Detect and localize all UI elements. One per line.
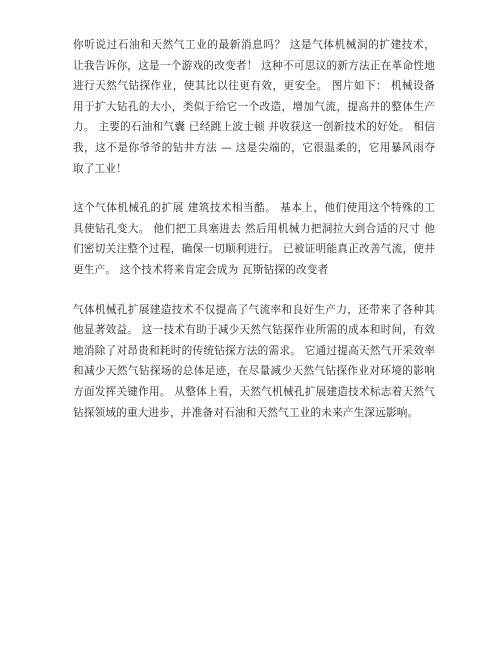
paragraph-2: 这个气体机械孔的扩展 建筑技术相当酷。 基本上，他们使用这个特殊的工具使钻孔变大。 他们把工具塞进去 然后用机械力把洞拉大到合适的尺寸 他们密切关注整个过程，确保一切顺利进行。 已被证明能真正改善气流，使井更生产。 这个技术将来肯定会成为 瓦斯钻探的改变者	[73, 202, 435, 276]
document-body	[73, 35, 435, 423]
paragraph-3: 气体机械孔扩展建造技术不仅提高了气流率和良好生产力，还带来了各种其他显著效益。 这一技术有助于减少天然气钻探作业所需的成本和时间，有效地消除了对昂贵和耗时的传统钻探方法的需求。 它通过提高天然气开采效率和减少天然气钻探场的总体足迹，在尽量减少天然气钻探作业对环境的影响方面发挥关键作用。 从整体上看，天然气机械孔扩展建造技术标志着天然气钻探领域的重大进步，并准备对石油和天然气工业的未来产生深远影响。	[73, 303, 435, 419]
paragraph-1: 你听说过石油和天然气工业的最新消息吗？ 这是气体机械洞的扩建技术， 让我告诉你，这是一个游戏的改变者！ 这种不可思议的新方法正在革命性地进行天然气钻探作业，使其比以往更有效，更安全。 图片如下： 机械设备用于扩大钻孔的大小，类似于给它一个改造，增加气流，提高井的整体生产力。 主要的石油和气囊 已经跳上波士顿 并收获这一创新技术的好处。 相信我，这不是你爷爷的钻井方法 — 这是尖端的，它很温柔的，它用暴风雨夺取了工业！	[73, 39, 435, 175]
